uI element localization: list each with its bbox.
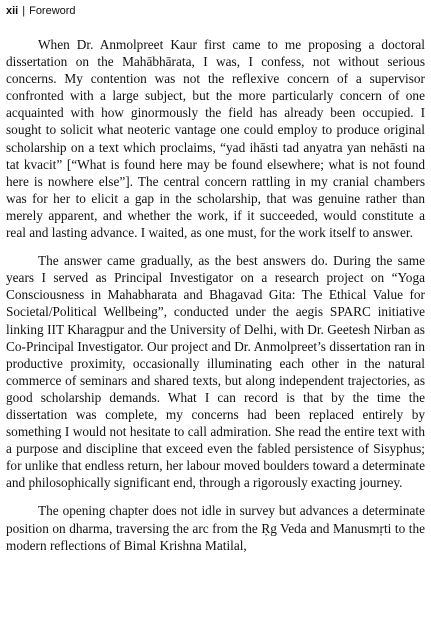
header-separator: | <box>22 5 26 17</box>
paragraph-3: The opening chapter does not idle in survey but advances a determinate position on dharma, traversing the arc from the Ṛg Veda and Manusmṛti to the modern reflections of Bimal Krishna Matilal, <box>6 503 425 553</box>
section-title: Foreword <box>29 5 76 17</box>
paragraph-1: When Dr. Anmolpreet Kaur first came to me proposing a doctoral dissertation on the Mahābhārata, I was, I confess, not without serious concerns. My contention was not the reflexive concern of a supervisor confronted with a large subject, but the more particularly concern of one acquainted with how ginormously the field has already been occupied. I sought to solicit what neoteric vantage one could employ to produce original scholarship on a text which proclaims, “yad ihāsti tad anyatra yan nehāsti na tat kvacit” [“What is found here may be found elsewhere; what is not found here is nowhere else”]. The central concern rattling in my cranial chambers was for her to elicit a gap in the scholarship, that was genuine rather than merely apparent, and whether the work, if it succeeded, would constitute a real and lasting advance. I waited, as one must, for the work itself to answer. <box>6 37 425 241</box>
running-header <box>6 4 76 18</box>
paragraph-2: The answer came gradually, as the best answers do. During the same years I served as Principal Investigator on a research project on “Yoga Consciousness in Mahabharata and Bhagavad Gita: The Ethical Value for Societal/Political Wellbeing”, conducted under the aegis SPARC initiative linking IIT Kharagpur and the University of Delhi, with Dr. Geetesh Nirban as Co-Principal Investigator. Our project and Dr. Anmolpreet’s dissertation ran in productive proximity, occasionally illuminating each other in the natural commerce of seminars and shared texts, but along independent trajectories, as good scholarship demands. What I can record is that by the time the dissertation was complete, my concerns had been replaced entirely by something I would not hesitate to call admiration. She read the entire text with a purpose and discipline that exceed even the fabled persistence of Sisyphus; for unlike that endless return, her labour moved boulders toward a determinate and philosophically significant end, through a rigorously exacting journey. <box>6 253 425 491</box>
page-number: xii <box>6 5 19 17</box>
foreword-body <box>6 36 425 565</box>
